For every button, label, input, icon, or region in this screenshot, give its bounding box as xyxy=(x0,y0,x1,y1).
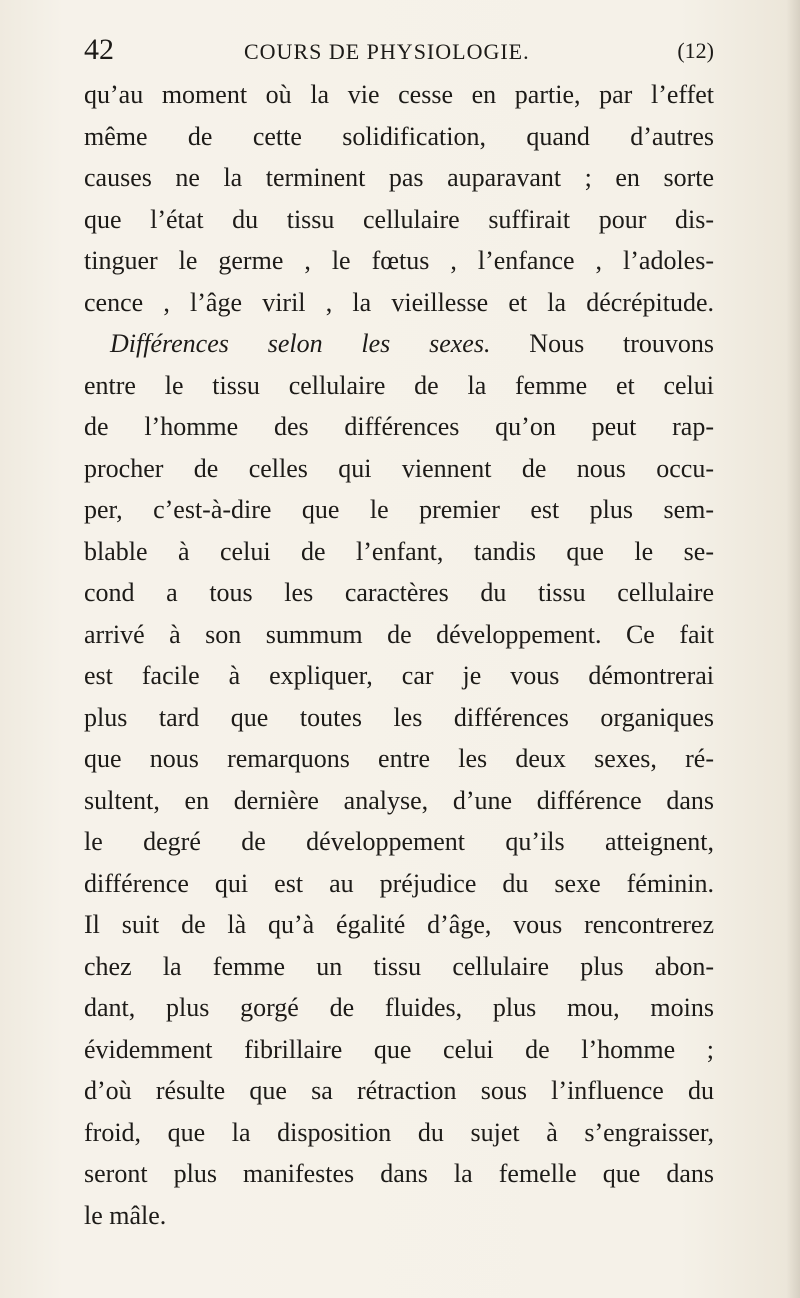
text-line: que l’état du tissu cellulaire suffirait pour dis- xyxy=(84,204,714,234)
section-mark: (12) xyxy=(677,38,714,63)
text-line: différence qui est au préjudice du sexe féminin. xyxy=(84,868,714,898)
text-line: cond a tous les caractères du tissu cellulaire xyxy=(84,578,714,607)
text-line: sultent, en dernière analyse, d’une différence dans xyxy=(84,785,714,815)
section-heading: Différences selon les sexes. xyxy=(110,329,491,358)
section-heading-continuation: Nous trouvons xyxy=(529,329,715,358)
text-line: plus tard que toutes les différences organiques xyxy=(84,702,714,732)
text-line: le degré de développement qu’ils atteignent, xyxy=(84,827,714,856)
text-line: dant, plus gorgé de fluides, plus mou, moins xyxy=(84,993,714,1022)
page-number: 42 xyxy=(84,33,114,66)
text-line: procher de celles qui viennent de nous occu- xyxy=(84,453,714,483)
text-line: froid, que la disposition du sujet à s’engraisser, xyxy=(84,1117,714,1147)
text-line: de l’homme des différences qu’on peut rap- xyxy=(84,412,714,441)
text-line: même de cette solidification, quand d’autres xyxy=(84,121,714,151)
page-edge-shadow xyxy=(786,0,800,1298)
section-heading-line xyxy=(84,323,714,365)
text-line: causes ne la terminent pas auparavant ; en sorte xyxy=(84,163,714,192)
text-line: cence , l’âge viril , la vieillesse et la décrépitude. xyxy=(84,287,714,317)
text-line: évidemment fibrillaire que celui de l’homme ; xyxy=(84,1034,714,1064)
body-text xyxy=(84,74,714,1236)
running-header xyxy=(84,30,714,70)
text-line: d’où résulte que sa rétraction sous l’influence du xyxy=(84,1076,714,1105)
text-line: est facile à expliquer, car je vous démontrerai xyxy=(84,661,714,690)
text-line: entre le tissu cellulaire de la femme et celui xyxy=(84,370,714,400)
text-line: que nous remarquons entre les deux sexes, ré- xyxy=(84,744,714,773)
text-line: Il suit de là qu’à égalité d’âge, vous rencontrerez xyxy=(84,910,714,939)
text-line: qu’au moment où la vie cesse en partie, par l’effet xyxy=(84,80,714,109)
text-line: arrivé à son summum de développement. Ce fait xyxy=(84,619,714,649)
text-line: le mâle. xyxy=(84,1200,167,1230)
text-line: tinguer le germe , le fœtus , l’enfance , l’adoles- xyxy=(84,246,714,275)
text-line: chez la femme un tissu cellulaire plus abon- xyxy=(84,951,714,981)
text-line: seront plus manifestes dans la femelle que dans xyxy=(84,1159,714,1188)
text-line: per, c’est-à-dire que le premier est plus sem- xyxy=(84,495,714,524)
running-title: COURS DE PHYSIOLOGIE. xyxy=(244,39,530,64)
text-line: blable à celui de l’enfant, tandis que le se- xyxy=(84,536,714,566)
